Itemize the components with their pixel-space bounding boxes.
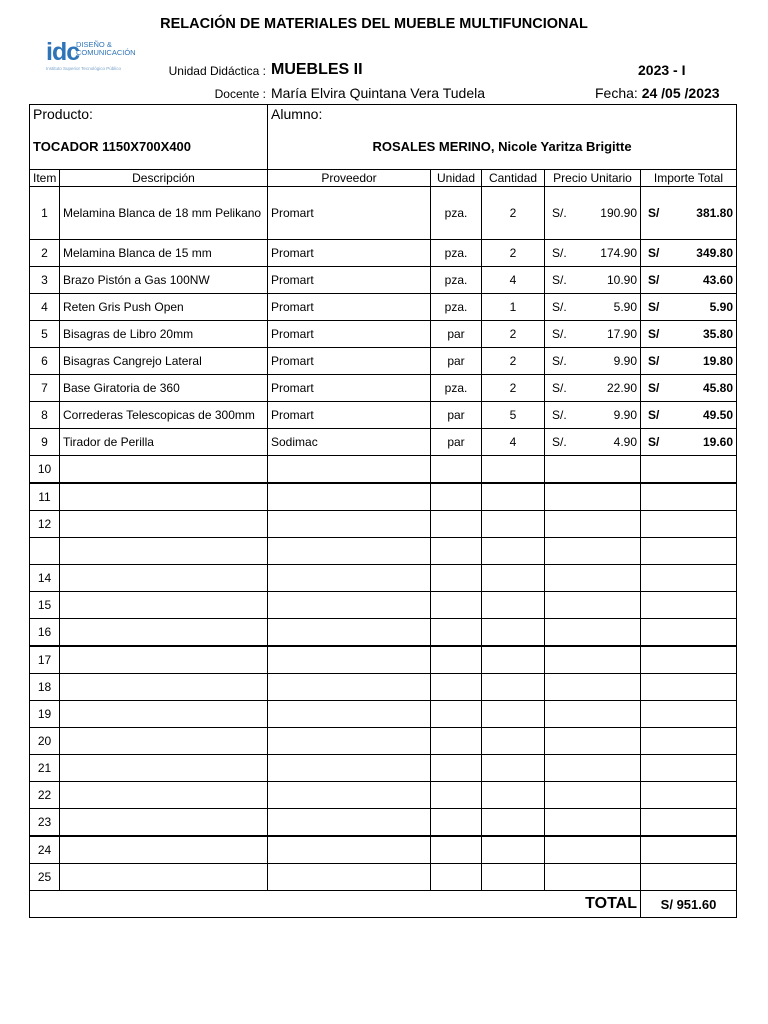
empty-cell [545,809,641,837]
unit: par [431,402,482,429]
item-number: 6 [30,348,60,375]
currency: S/ [648,246,660,260]
total-amount-cell [644,327,733,341]
price-value: 190.90 [600,206,637,220]
description: Correderas Telescopicas de 300mm [60,402,268,429]
description: Tirador de Perilla [60,429,268,456]
empty-cell [431,864,482,891]
currency: S/ [648,354,660,368]
empty-cell [60,565,268,592]
empty-cell [641,511,737,538]
amount-value: 45.80 [702,381,733,395]
table-row [30,267,737,294]
empty-cell [482,565,545,592]
empty-cell [545,701,641,728]
total-amount-cell [644,206,733,220]
total-amount [641,375,737,402]
provider: Promart [268,321,431,348]
provider: Promart [268,348,431,375]
unit-price [545,402,641,429]
item-number: 18 [30,674,60,701]
item-number: 24 [30,836,60,864]
total-amount-cell [644,435,733,449]
empty-cell [431,755,482,782]
empty-cell [431,538,482,565]
unit-price [545,348,641,375]
empty-cell [268,538,431,565]
total-amount [641,294,737,321]
item-number: 23 [30,809,60,837]
empty-cell [431,456,482,484]
empty-cell [641,836,737,864]
empty-cell [482,701,545,728]
total-row [30,891,737,918]
amount-value: 35.80 [702,327,733,341]
total-amount [641,321,737,348]
unidad-value: MUEBLES II [271,61,363,78]
currency: S/ [648,273,660,287]
unit: pza. [431,187,482,240]
empty-cell [545,511,641,538]
empty-cell [482,728,545,755]
currency: S/. [552,435,567,449]
unit-price-cell [548,408,637,422]
empty-cell [482,836,545,864]
unit-price-cell [548,206,637,220]
empty-cell [545,728,641,755]
item-number: 11 [30,483,60,511]
unit-price-cell [548,246,637,260]
price-value: 9.90 [613,408,637,422]
empty-cell [268,755,431,782]
total-value: S/ 951.60 [641,891,737,918]
empty-cell [268,728,431,755]
table-row [30,294,737,321]
table-row [30,864,737,891]
empty-cell [60,728,268,755]
empty-cell [60,592,268,619]
table-row [30,483,737,511]
empty-cell [60,674,268,701]
empty-cell [431,809,482,837]
currency: S/ [648,435,660,449]
unit: par [431,429,482,456]
unit-price-cell [548,327,637,341]
price-value: 22.90 [606,381,637,395]
empty-cell [641,809,737,837]
table-row [30,321,737,348]
currency: S/. [552,246,567,260]
logo-line3: Instituto Superior Tecnológico Público [46,66,121,71]
empty-cell [545,483,641,511]
col-descripcion-header: Descripción [60,170,268,187]
period: 2023 - I [638,62,686,78]
item-number: 16 [30,619,60,647]
currency: S/. [552,273,567,287]
empty-cell [431,728,482,755]
empty-cell [641,701,737,728]
table-header [30,170,737,187]
empty-cell [641,456,737,484]
empty-cell [545,836,641,864]
description: Melamina Blanca de 18 mm Pelikano [60,187,268,240]
table-row [30,755,737,782]
materials-table [29,104,737,918]
price-value: 5.90 [613,300,637,314]
item-number: 17 [30,646,60,674]
unit-price [545,294,641,321]
empty-cell [60,511,268,538]
unit: pza. [431,294,482,321]
description: Base Giratoria de 360 [60,375,268,402]
currency: S/. [552,327,567,341]
quantity: 4 [482,267,545,294]
item-number: 1 [30,187,60,240]
empty-cell [545,565,641,592]
total-amount [641,187,737,240]
provider: Promart [268,187,431,240]
quantity: 1 [482,294,545,321]
item-number: 9 [30,429,60,456]
empty-cell [545,864,641,891]
item-number: 19 [30,701,60,728]
unit-price-cell [548,273,637,287]
provider: Promart [268,402,431,429]
quantity: 2 [482,321,545,348]
empty-cell [482,809,545,837]
currency: S/ [648,408,660,422]
empty-cell [431,592,482,619]
empty-cell [482,619,545,647]
unit-price [545,375,641,402]
unit: par [431,321,482,348]
empty-cell [545,619,641,647]
empty-cell [60,809,268,837]
amount-value: 5.90 [709,300,733,314]
item-number: 25 [30,864,60,891]
table-row [30,187,737,240]
unit-price [545,321,641,348]
empty-cell [482,646,545,674]
empty-cell [431,565,482,592]
table-row [30,592,737,619]
empty-cell [641,674,737,701]
item-number: 5 [30,321,60,348]
item-number: 4 [30,294,60,321]
provider: Promart [268,294,431,321]
unit: pza. [431,267,482,294]
table-row [30,646,737,674]
docente-value: María Elvira Quintana Vera Tudela [271,85,486,101]
empty-cell [60,782,268,809]
empty-cell [60,619,268,647]
empty-cell [268,864,431,891]
empty-cell [268,701,431,728]
table-row [30,348,737,375]
table-row [30,511,737,538]
item-number [30,538,60,565]
unit-price-cell [548,354,637,368]
alumno-label: Alumno: [268,105,737,124]
empty-cell [60,646,268,674]
amount-value: 349.80 [696,246,733,260]
empty-cell [431,674,482,701]
unit: par [431,348,482,375]
total-label: TOTAL [30,891,641,918]
logo-line1: DISEÑO & [76,40,112,49]
item-number: 3 [30,267,60,294]
empty-cell [431,836,482,864]
unit-price-cell [548,381,637,395]
empty-cell [268,511,431,538]
table-row [30,538,737,565]
empty-cell [60,836,268,864]
currency: S/. [552,381,567,395]
provider: Promart [268,267,431,294]
empty-cell [545,782,641,809]
col-proveedor-header: Proveedor [268,170,431,187]
item-number: 8 [30,402,60,429]
table-row [30,240,737,267]
currency: S/ [648,206,660,220]
description: Bisagras de Libro 20mm [60,321,268,348]
empty-cell [641,646,737,674]
empty-cell [268,674,431,701]
empty-cell [482,782,545,809]
provider: Promart [268,375,431,402]
price-value: 4.90 [613,435,637,449]
amount-value: 43.60 [702,273,733,287]
empty-cell [545,538,641,565]
table-row [30,701,737,728]
empty-cell [641,755,737,782]
item-number: 21 [30,755,60,782]
currency: S/. [552,408,567,422]
empty-cell [482,864,545,891]
price-value: 9.90 [613,354,637,368]
quantity: 2 [482,375,545,402]
empty-cell [60,701,268,728]
unit-price-cell [548,435,637,449]
price-value: 174.90 [600,246,637,260]
table-row [30,809,737,837]
provider: Promart [268,240,431,267]
amount-value: 19.80 [702,354,733,368]
table-row [30,728,737,755]
empty-cell [268,782,431,809]
unidad-label: Unidad Didáctica : [168,64,266,78]
empty-cell [268,836,431,864]
quantity: 2 [482,240,545,267]
unit-price [545,240,641,267]
item-number: 10 [30,456,60,484]
empty-cell [60,456,268,484]
price-value: 10.90 [606,273,637,287]
currency: S/. [552,354,567,368]
empty-cell [268,592,431,619]
table-row [30,674,737,701]
total-amount-cell [644,354,733,368]
provider: Sodimac [268,429,431,456]
table-row [30,619,737,647]
document-title: RELACIÓN DE MATERIALES DEL MUEBLE MULTIFUNCIONAL [160,16,588,32]
empty-cell [482,511,545,538]
currency: S/. [552,300,567,314]
item-number: 15 [30,592,60,619]
table-row [30,565,737,592]
description: Brazo Pistón a Gas 100NW [60,267,268,294]
description: Bisagras Cangrejo Lateral [60,348,268,375]
currency: S/ [648,300,660,314]
unit-price [545,267,641,294]
amount-value: 381.80 [696,206,733,220]
unit-price [545,187,641,240]
empty-cell [641,864,737,891]
item-number: 20 [30,728,60,755]
empty-cell [60,864,268,891]
unit-price [545,429,641,456]
price-value: 17.90 [606,327,637,341]
col-item-header: Item [30,170,60,187]
total-amount [641,429,737,456]
table-row [30,375,737,402]
unit: pza. [431,240,482,267]
logo-mark: idc [46,38,80,66]
empty-cell [482,483,545,511]
table-row [30,456,737,484]
docente-label: Docente : [214,87,266,101]
empty-cell [431,782,482,809]
empty-cell [60,483,268,511]
empty-cell [545,674,641,701]
empty-cell [545,456,641,484]
empty-cell [545,755,641,782]
empty-cell [431,511,482,538]
empty-cell [268,483,431,511]
empty-cell [641,565,737,592]
table-row [30,402,737,429]
producto-value: TOCADOR 1150X700X400 [30,123,268,170]
total-amount-cell [644,408,733,422]
col-unidad-header: Unidad [431,170,482,187]
empty-cell [431,701,482,728]
empty-cell [482,456,545,484]
col-cantidad-header: Cantidad [482,170,545,187]
total-amount [641,240,737,267]
item-number: 12 [30,511,60,538]
fecha-value: 24 /05 /2023 [641,85,720,101]
unit-price-cell [548,300,637,314]
total-amount-cell [644,273,733,287]
empty-cell [641,728,737,755]
empty-cell [268,565,431,592]
description: Reten Gris Push Open [60,294,268,321]
empty-cell [641,538,737,565]
empty-cell [641,619,737,647]
fecha [595,85,720,101]
quantity: 5 [482,402,545,429]
empty-cell [641,782,737,809]
empty-cell [431,483,482,511]
total-amount [641,348,737,375]
quantity: 2 [482,187,545,240]
currency: S/ [648,327,660,341]
item-number: 7 [30,375,60,402]
empty-cell [268,456,431,484]
empty-cell [482,538,545,565]
currency: S/ [648,381,660,395]
empty-cell [60,755,268,782]
empty-cell [431,646,482,674]
empty-cell [545,646,641,674]
table-row [30,836,737,864]
table-row [30,429,737,456]
item-number: 14 [30,565,60,592]
description: Melamina Blanca de 15 mm [60,240,268,267]
table-row [30,782,737,809]
empty-cell [482,755,545,782]
empty-cell [641,592,737,619]
total-amount-cell [644,300,733,314]
idc-logo [46,38,136,72]
quantity: 4 [482,429,545,456]
empty-cell [268,809,431,837]
empty-cell [60,538,268,565]
total-amount-cell [644,246,733,260]
empty-cell [268,646,431,674]
item-number: 2 [30,240,60,267]
empty-cell [482,592,545,619]
logo-line2: COMUNICACIÓN [76,48,136,57]
empty-cell [545,592,641,619]
fecha-label: Fecha: [595,85,638,101]
total-amount [641,267,737,294]
amount-value: 19.60 [702,435,733,449]
producto-label: Producto: [30,105,268,124]
empty-cell [641,483,737,511]
amount-value: 49.50 [702,408,733,422]
total-amount [641,402,737,429]
alumno-value: ROSALES MERINO, Nicole Yaritza Brigitte [268,123,737,170]
col-precio-unitario-header: Precio Unitario [545,170,641,187]
empty-cell [268,619,431,647]
empty-cell [482,674,545,701]
quantity: 2 [482,348,545,375]
unit: pza. [431,375,482,402]
item-number: 22 [30,782,60,809]
total-amount-cell [644,381,733,395]
empty-cell [431,619,482,647]
currency: S/. [552,206,567,220]
col-importe-total-header: Importe Total [641,170,737,187]
